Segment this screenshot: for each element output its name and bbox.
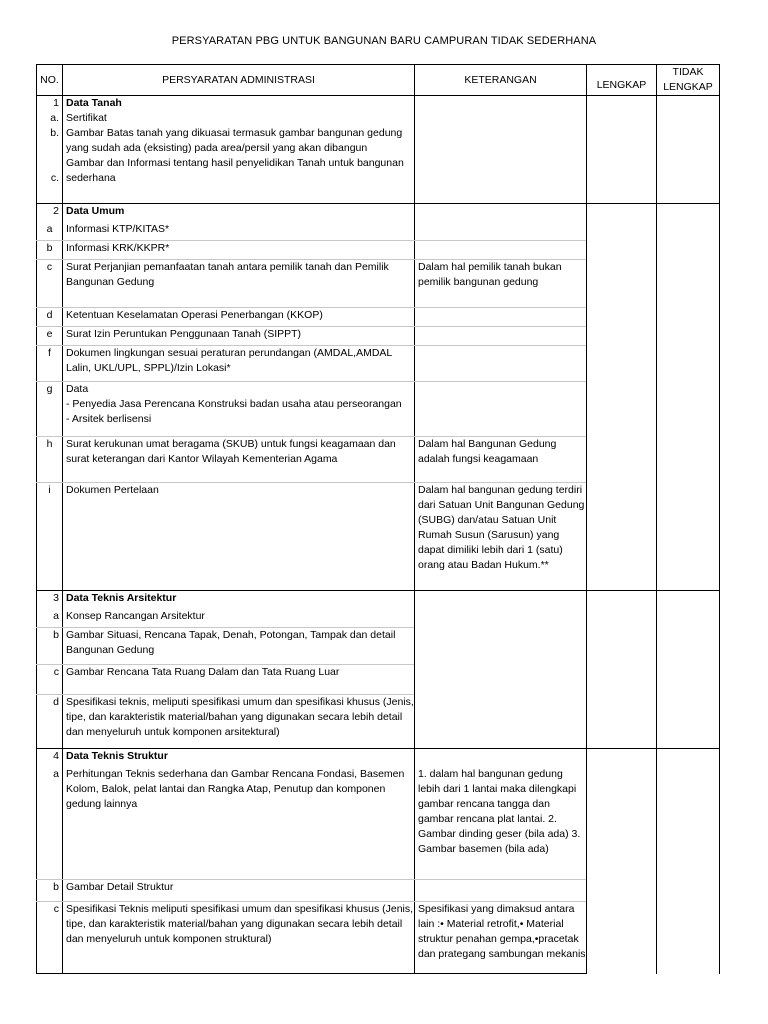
requirement-cell (63, 96, 415, 204)
lengkap-cell[interactable] (587, 749, 657, 974)
requirement-text: Spesifikasi teknis, meliputi spesifikasi umum dan spesifikasi khusus (Jenis, tipe, dan karakteristik material/bahan yang digunakan secara lebih detail dan menyeluruh untuk komponen arsitektural) (63, 694, 415, 749)
item-letter: c. (50, 172, 59, 184)
header-keterangan: KETERANGAN (415, 65, 587, 96)
item-letter: i (37, 483, 63, 591)
page-title: PERSYARATAN PBG UNTUK BANGUNAN BARU CAMPURAN TIDAK SEDERHANA (171, 35, 597, 47)
item-letter: a. (50, 112, 59, 124)
keterangan-cell (415, 879, 587, 901)
section-title: Data Umum (63, 203, 415, 221)
row-number (37, 96, 63, 204)
keterangan-text: 1. dalam hal bangunan gedung lebih dari 1 lantai maka dilengkapi gambar rencana tangga dan gambar rencana plat lantai. 2. Gambar dinding geser (bila ada) 3. Gambar basemen (bila ada) (415, 767, 587, 879)
requirement-text: Konsep Rancangan Arsitektur (63, 609, 415, 627)
section-title: Data Tanah (66, 97, 122, 109)
section-row (37, 591, 720, 609)
section-number: 3 (37, 591, 63, 609)
requirement-text: Gambar Rencana Tata Ruang Dalam dan Tata Ruang Luar (63, 664, 415, 694)
item-letter: c (37, 259, 63, 307)
requirement-text: Perhitungan Teknis sederhana dan Gambar Rencana Fondasi, Basemen Kolom, Balok, pelat lantai dan Rangka Atap, Penutup dan komponen gedung lainnya (63, 767, 415, 879)
keterangan-cell (415, 345, 587, 382)
requirement-text: Ketentuan Keselamatan Operasi Penerbangan (KKOP) (63, 307, 415, 326)
keterangan-text: Dalam hal bangunan gedung terdiri dari Satuan Unit Bangunan Gedung (SUBG) dan/atau Satuan Unit Rumah Susun (Sarusun) yang dapat dimiliki lebih dari 1 (satu) orang atau Badan Hukum.** (415, 483, 587, 591)
requirement-text: Gambar Batas tanah yang dikuasai termasuk gambar bangunan gedung yang sudah ada (eksisting) pada area/persil yang akan dibangun (66, 127, 403, 154)
header-tidak-lengkap (657, 65, 720, 96)
section-row (37, 203, 720, 221)
tidak-lengkap-cell[interactable] (657, 591, 720, 749)
lengkap-cell[interactable] (587, 591, 657, 749)
tidak-lengkap-cell[interactable] (657, 96, 720, 204)
item-letter: a (37, 609, 63, 627)
item-letter: c (37, 664, 63, 694)
keterangan-text: Spesifikasi yang dimaksud antara lain :• Material retrofit,• Material struktur penahan gempa,•pracetak dan prategang sambungan mekanis (415, 901, 587, 973)
requirement-text: Informasi KTP/KITAS* (63, 222, 415, 240)
lengkap-cell[interactable] (587, 96, 657, 204)
header-tidak-lengkap-line1: TIDAK (672, 66, 704, 78)
header-no: NO. (37, 65, 63, 96)
requirement-text: Dokumen Pertelaan (63, 483, 415, 591)
requirement-text: Gambar Detail Struktur (63, 879, 415, 901)
section-number: 1 (53, 97, 59, 109)
section-title: Data Teknis Arsitektur (63, 591, 415, 609)
requirement-text: Gambar dan Informasi tentang hasil penyelidikan Tanah untuk bangunan sederhana (66, 157, 404, 184)
header-lengkap: LENGKAP (587, 65, 657, 96)
section-row (37, 749, 720, 767)
item-letter: b (37, 879, 63, 901)
keterangan-cell (415, 326, 587, 345)
section-number: 2 (37, 203, 63, 221)
item-letter: a (37, 222, 63, 240)
section-row (37, 96, 720, 204)
keterangan-cell (415, 96, 587, 204)
requirement-line: - Penyedia Jasa Perencana Konstruksi badan usaha atau perseorangan (66, 398, 402, 411)
keterangan-cell (415, 240, 587, 259)
header-administrasi: PERSYARATAN ADMINISTRASI (63, 65, 415, 96)
requirement-text: Surat Izin Peruntukan Penggunaan Tanah (SIPPT) (63, 326, 415, 345)
keterangan-text: Dalam hal Bangunan Gedung adalah fungsi keagamaan (415, 437, 587, 483)
keterangan-cell (415, 307, 587, 326)
requirement-text: Surat Perjanjian pemanfaatan tanah antara pemilik tanah dan Pemilik Bangunan Gedung (63, 259, 415, 307)
requirement-text: Gambar Situasi, Rencana Tapak, Denah, Potongan, Tampak dan detail Bangunan Gedung (63, 627, 415, 664)
requirement-line: Data (66, 383, 89, 396)
requirement-text (63, 382, 415, 437)
item-letter: f (37, 345, 63, 382)
item-letter: e (37, 326, 63, 345)
requirement-text: Spesifikasi Teknis meliputi spesifikasi umum dan spesifikasi khusus (Jenis, tipe, dan karakteristik material/bahan yang digunakan secara lebih detail dan menyeluruh untuk komponen struktural) (63, 901, 415, 973)
keterangan-cell (415, 382, 587, 437)
requirement-text: Informasi KRK/KKPR* (63, 240, 415, 259)
item-letter: a (37, 767, 63, 879)
item-letter: d (37, 307, 63, 326)
item-letter: b (37, 240, 63, 259)
item-letter: b. (50, 127, 59, 139)
requirement-text: Dokumen lingkungan sesuai peraturan perundangan (AMDAL,AMDAL Lalin, UKL/UPL, SPPL)/Izin Lokasi* (63, 345, 415, 382)
lengkap-cell[interactable] (587, 203, 657, 590)
requirements-table (36, 64, 720, 974)
tidak-lengkap-cell[interactable] (657, 749, 720, 974)
tidak-lengkap-cell[interactable] (657, 203, 720, 590)
item-letter: g (37, 382, 63, 437)
item-letter: d (37, 694, 63, 749)
item-letter: h (37, 437, 63, 483)
keterangan-cell (415, 591, 587, 749)
item-letter: c (37, 901, 63, 973)
header-tidak-lengkap-line2: LENGKAP (663, 81, 713, 93)
requirement-line: - Arsitek berlisensi (66, 413, 152, 426)
section-number: 4 (37, 749, 63, 767)
keterangan-text: Dalam hal pemilik tanah bukan pemilik bangunan gedung (415, 259, 587, 307)
requirement-text: Surat kerukunan umat beragama (SKUB) untuk fungsi keagamaan dan surat keterangan dari Kantor Wilayah Kementerian Agama (63, 437, 415, 483)
requirement-text: Sertifikat (66, 112, 107, 124)
item-letter: b (37, 627, 63, 664)
keterangan-cell (415, 222, 587, 240)
section-title: Data Teknis Struktur (63, 749, 415, 767)
